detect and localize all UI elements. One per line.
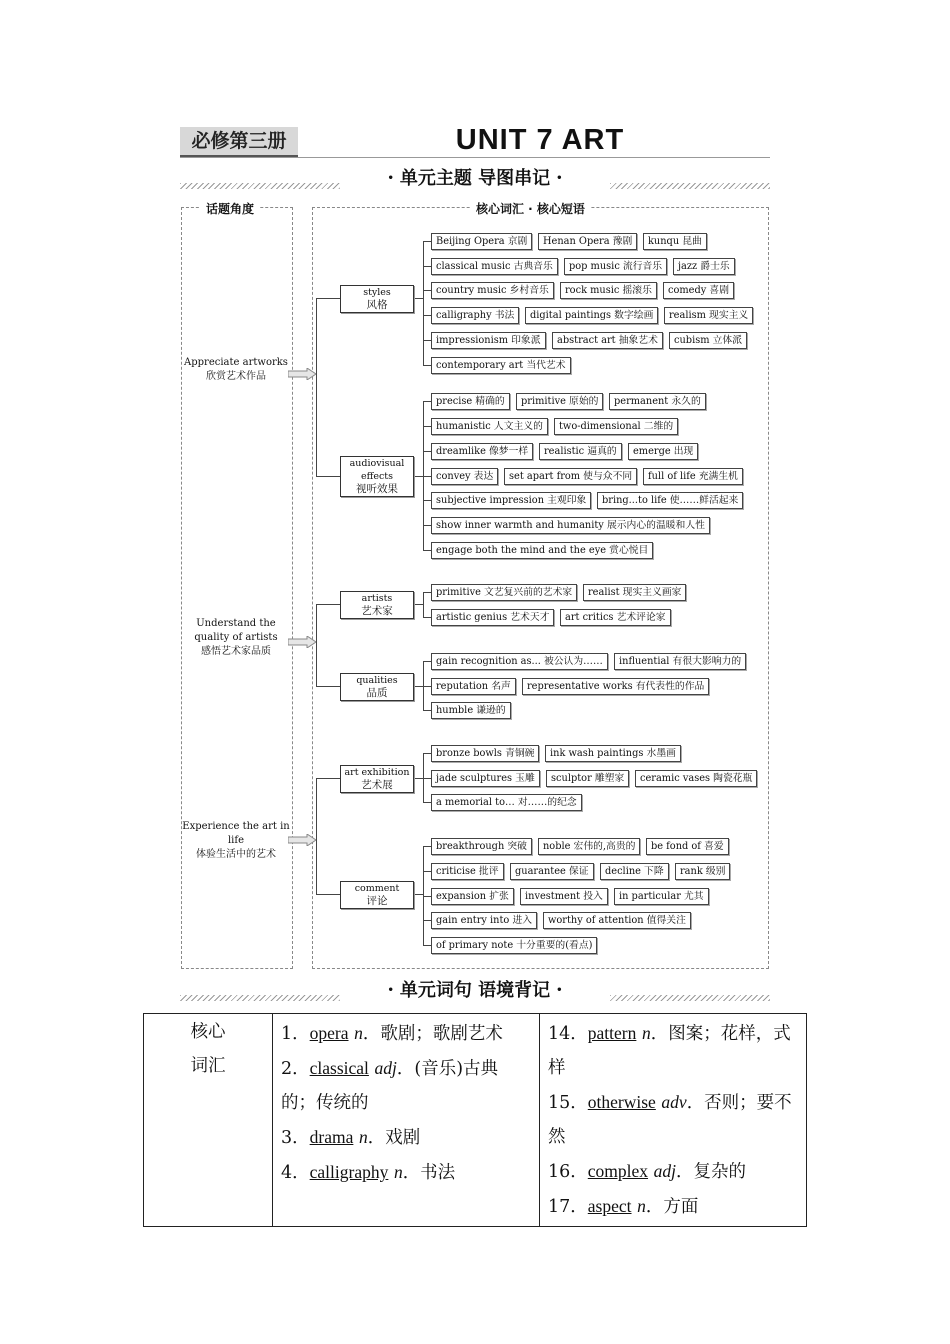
connector — [423, 315, 431, 316]
connector — [423, 241, 424, 365]
connector — [423, 241, 431, 242]
term-chip: Beijing Opera 京剧 — [431, 233, 532, 250]
term-chip: a memorial to… 对……的纪念 — [431, 794, 582, 811]
term-chip: realistic 逼真的 — [539, 443, 622, 460]
term-chip: primitive 文艺复兴前的艺术家 — [431, 584, 577, 601]
connector — [423, 451, 431, 452]
term-chip: gain entry into 进入 — [431, 912, 537, 929]
term-chip: realist 现实主义画家 — [583, 584, 686, 601]
term-chip: art critics 艺术评论家 — [560, 609, 671, 626]
term-chip: sculptor 雕塑家 — [546, 770, 629, 787]
vocab-area-label: 核心词汇 · 核心短语 — [470, 200, 591, 217]
connector — [413, 778, 423, 779]
term-chip: humanistic 人文主义的 — [431, 418, 548, 435]
term-chip: full of life 充满生机 — [643, 468, 743, 485]
connector — [423, 846, 431, 847]
connector — [423, 266, 431, 267]
vocab-entry: 3．drama n．戏剧 — [281, 1127, 421, 1148]
term-chip: bronze bowls 青铜碗 — [431, 745, 539, 762]
topic-understand: Understand the quality of artists 感悟艺术家品质 — [194, 618, 278, 657]
term-chip: worthy of attention 值得关注 — [543, 912, 691, 929]
term-chip: precise 精确的 — [431, 393, 510, 410]
term-chip: classical music 古典音乐 — [431, 258, 558, 275]
vocab-entry: 17．aspect n．方面 — [548, 1196, 699, 1217]
term-chip: emerge 出现 — [628, 443, 698, 460]
term-chip: engage both the mind and the eye 赏心悦目 — [431, 542, 653, 559]
term-chip: country music 乡村音乐 — [431, 282, 554, 299]
connector — [316, 298, 317, 476]
term-chip: calligraphy 书法 — [431, 307, 519, 324]
vocab-table — [143, 1013, 807, 1227]
connector — [423, 778, 431, 779]
vocab-entry: 1．opera n．歌剧；歌剧艺术 — [281, 1023, 503, 1044]
connector — [316, 686, 340, 687]
term-chip: digital paintings 数字绘画 — [525, 307, 658, 324]
connector — [413, 476, 423, 477]
connector — [423, 920, 431, 921]
term-chip: ceramic vases 陶瓷花瓶 — [635, 770, 757, 787]
table-row — [144, 1014, 807, 1227]
term-chip: representative works 有代表性的作品 — [522, 678, 709, 695]
term-chip: pop music 流行音乐 — [564, 258, 667, 275]
term-chip: guarantee 保证 — [510, 863, 594, 880]
connector — [316, 778, 317, 894]
connector — [423, 592, 431, 593]
arrow-right-icon — [288, 834, 316, 846]
connector — [423, 525, 431, 526]
connector — [423, 686, 431, 687]
term-chip: impressionism 印象派 — [431, 332, 546, 349]
vocab-entry: 4．calligraphy n．书法 — [281, 1162, 456, 1183]
topic-column-label: 话题角度 — [200, 200, 260, 217]
term-chip: show inner warmth and humanity 展示内心的温暖和人性 — [431, 517, 710, 534]
term-chip: artistic genius 艺术天才 — [431, 609, 554, 626]
term-chip: subjective impression 主观印象 — [431, 492, 591, 509]
term-chip: breakthrough 突破 — [431, 838, 532, 855]
connector — [423, 945, 431, 946]
term-chip: permanent 永久的 — [609, 393, 706, 410]
term-chip: cubism 立体派 — [669, 332, 747, 349]
category-audiovisual: audiovisual effects 视听效果 — [340, 456, 414, 497]
category-artists: artists 艺术家 — [340, 591, 414, 619]
term-chip: be fond of 喜爱 — [646, 838, 729, 855]
section-title-mindmap: • 单元主题 导图串记 • — [340, 165, 610, 193]
term-chip: abstract art 抽象艺术 — [552, 332, 663, 349]
header-rule — [180, 157, 770, 158]
term-chip: rank 级别 — [675, 863, 730, 880]
connector — [316, 298, 340, 299]
connector — [423, 401, 431, 402]
term-chip: expansion 扩张 — [431, 888, 514, 905]
term-chip: investment 投入 — [520, 888, 608, 905]
term-chip: jade sculptures 玉雕 — [431, 770, 540, 787]
term-chip: contemporary art 当代艺术 — [431, 357, 571, 374]
term-chip: humble 谦逊的 — [431, 702, 511, 719]
connector — [423, 476, 431, 477]
connector — [413, 604, 423, 605]
term-chip: in particular 尤其 — [614, 888, 709, 905]
term-chip: dreamlike 像梦一样 — [431, 443, 533, 460]
topic-experience: Experience the art in life 体验生活中的艺术 — [182, 821, 290, 860]
vocab-right-column — [540, 1014, 807, 1227]
term-chip: decline 下降 — [600, 863, 669, 880]
connector — [423, 710, 431, 711]
term-chip: primitive 原始的 — [516, 393, 603, 410]
connector — [423, 661, 431, 662]
connector — [316, 476, 340, 477]
connector — [316, 604, 317, 686]
category-comment: comment 评论 — [340, 881, 414, 909]
connector — [423, 426, 431, 427]
connector — [316, 894, 340, 895]
connector — [316, 778, 340, 779]
term-chip: influential 有很大影响力的 — [614, 653, 746, 670]
connector — [413, 894, 423, 895]
term-chip: kunqu 昆曲 — [643, 233, 707, 250]
connector — [423, 340, 431, 341]
topic-appreciate: Appreciate artworks 欣赏艺术作品 — [184, 357, 288, 382]
connector — [316, 604, 340, 605]
connector — [423, 500, 431, 501]
connector — [423, 617, 431, 618]
book-tag: 必修第三册 — [180, 127, 298, 157]
arrow-right-icon — [288, 636, 316, 648]
term-chip: bring...to life 使……鲜活起来 — [597, 492, 743, 509]
term-chip: jazz 爵士乐 — [673, 258, 735, 275]
term-chip: gain recognition as... 被公认为…… — [431, 653, 608, 670]
connector — [423, 871, 431, 872]
term-chip: Henan Opera 豫剧 — [538, 233, 637, 250]
connector — [413, 686, 423, 687]
term-chip: criticise 批评 — [431, 863, 504, 880]
term-chip: comedy 喜剧 — [663, 282, 734, 299]
connector — [423, 550, 431, 551]
term-chip: set apart from 使与众不同 — [504, 468, 637, 485]
vocab-left-column — [273, 1014, 540, 1227]
connector — [413, 298, 423, 299]
term-chip: of primary note 十分重要的(看点) — [431, 937, 597, 954]
vocab-entry: 15．otherwise adv．否则；要不然 — [548, 1092, 792, 1147]
connector — [423, 290, 431, 291]
connector — [423, 365, 431, 366]
category-styles: styles 风格 — [340, 285, 414, 313]
connector — [423, 896, 431, 897]
term-chip: two-dimensional 二维的 — [554, 418, 678, 435]
term-chip: noble 宏伟的,高贵的 — [538, 838, 640, 855]
vocab-label: 核心 词汇 — [144, 1014, 273, 1227]
term-chip: realism 现实主义 — [664, 307, 753, 324]
section-title-vocab: • 单元词句 语境背记 • — [340, 977, 610, 1005]
term-chip: ink wash paintings 水墨画 — [545, 745, 681, 762]
category-qualities: qualities 品质 — [340, 673, 414, 701]
connector — [423, 592, 424, 617]
term-chip: convey 表达 — [431, 468, 498, 485]
term-chip: rock music 摇滚乐 — [560, 282, 657, 299]
connector — [423, 753, 431, 754]
unit-title: UNIT 7 ART — [455, 124, 625, 156]
vocab-entry: 14．pattern n．图案；花样，式样 — [548, 1023, 791, 1078]
connector — [423, 802, 431, 803]
term-chip: reputation 名声 — [431, 678, 516, 695]
arrow-right-icon — [288, 368, 316, 380]
vocab-entry: 16．complex adj．复杂的 — [548, 1161, 746, 1182]
category-art-exhibition: art exhibition 艺术展 — [340, 765, 414, 793]
vocab-entry: 2．classical adj．(音乐)古典的；传统的 — [281, 1058, 499, 1113]
